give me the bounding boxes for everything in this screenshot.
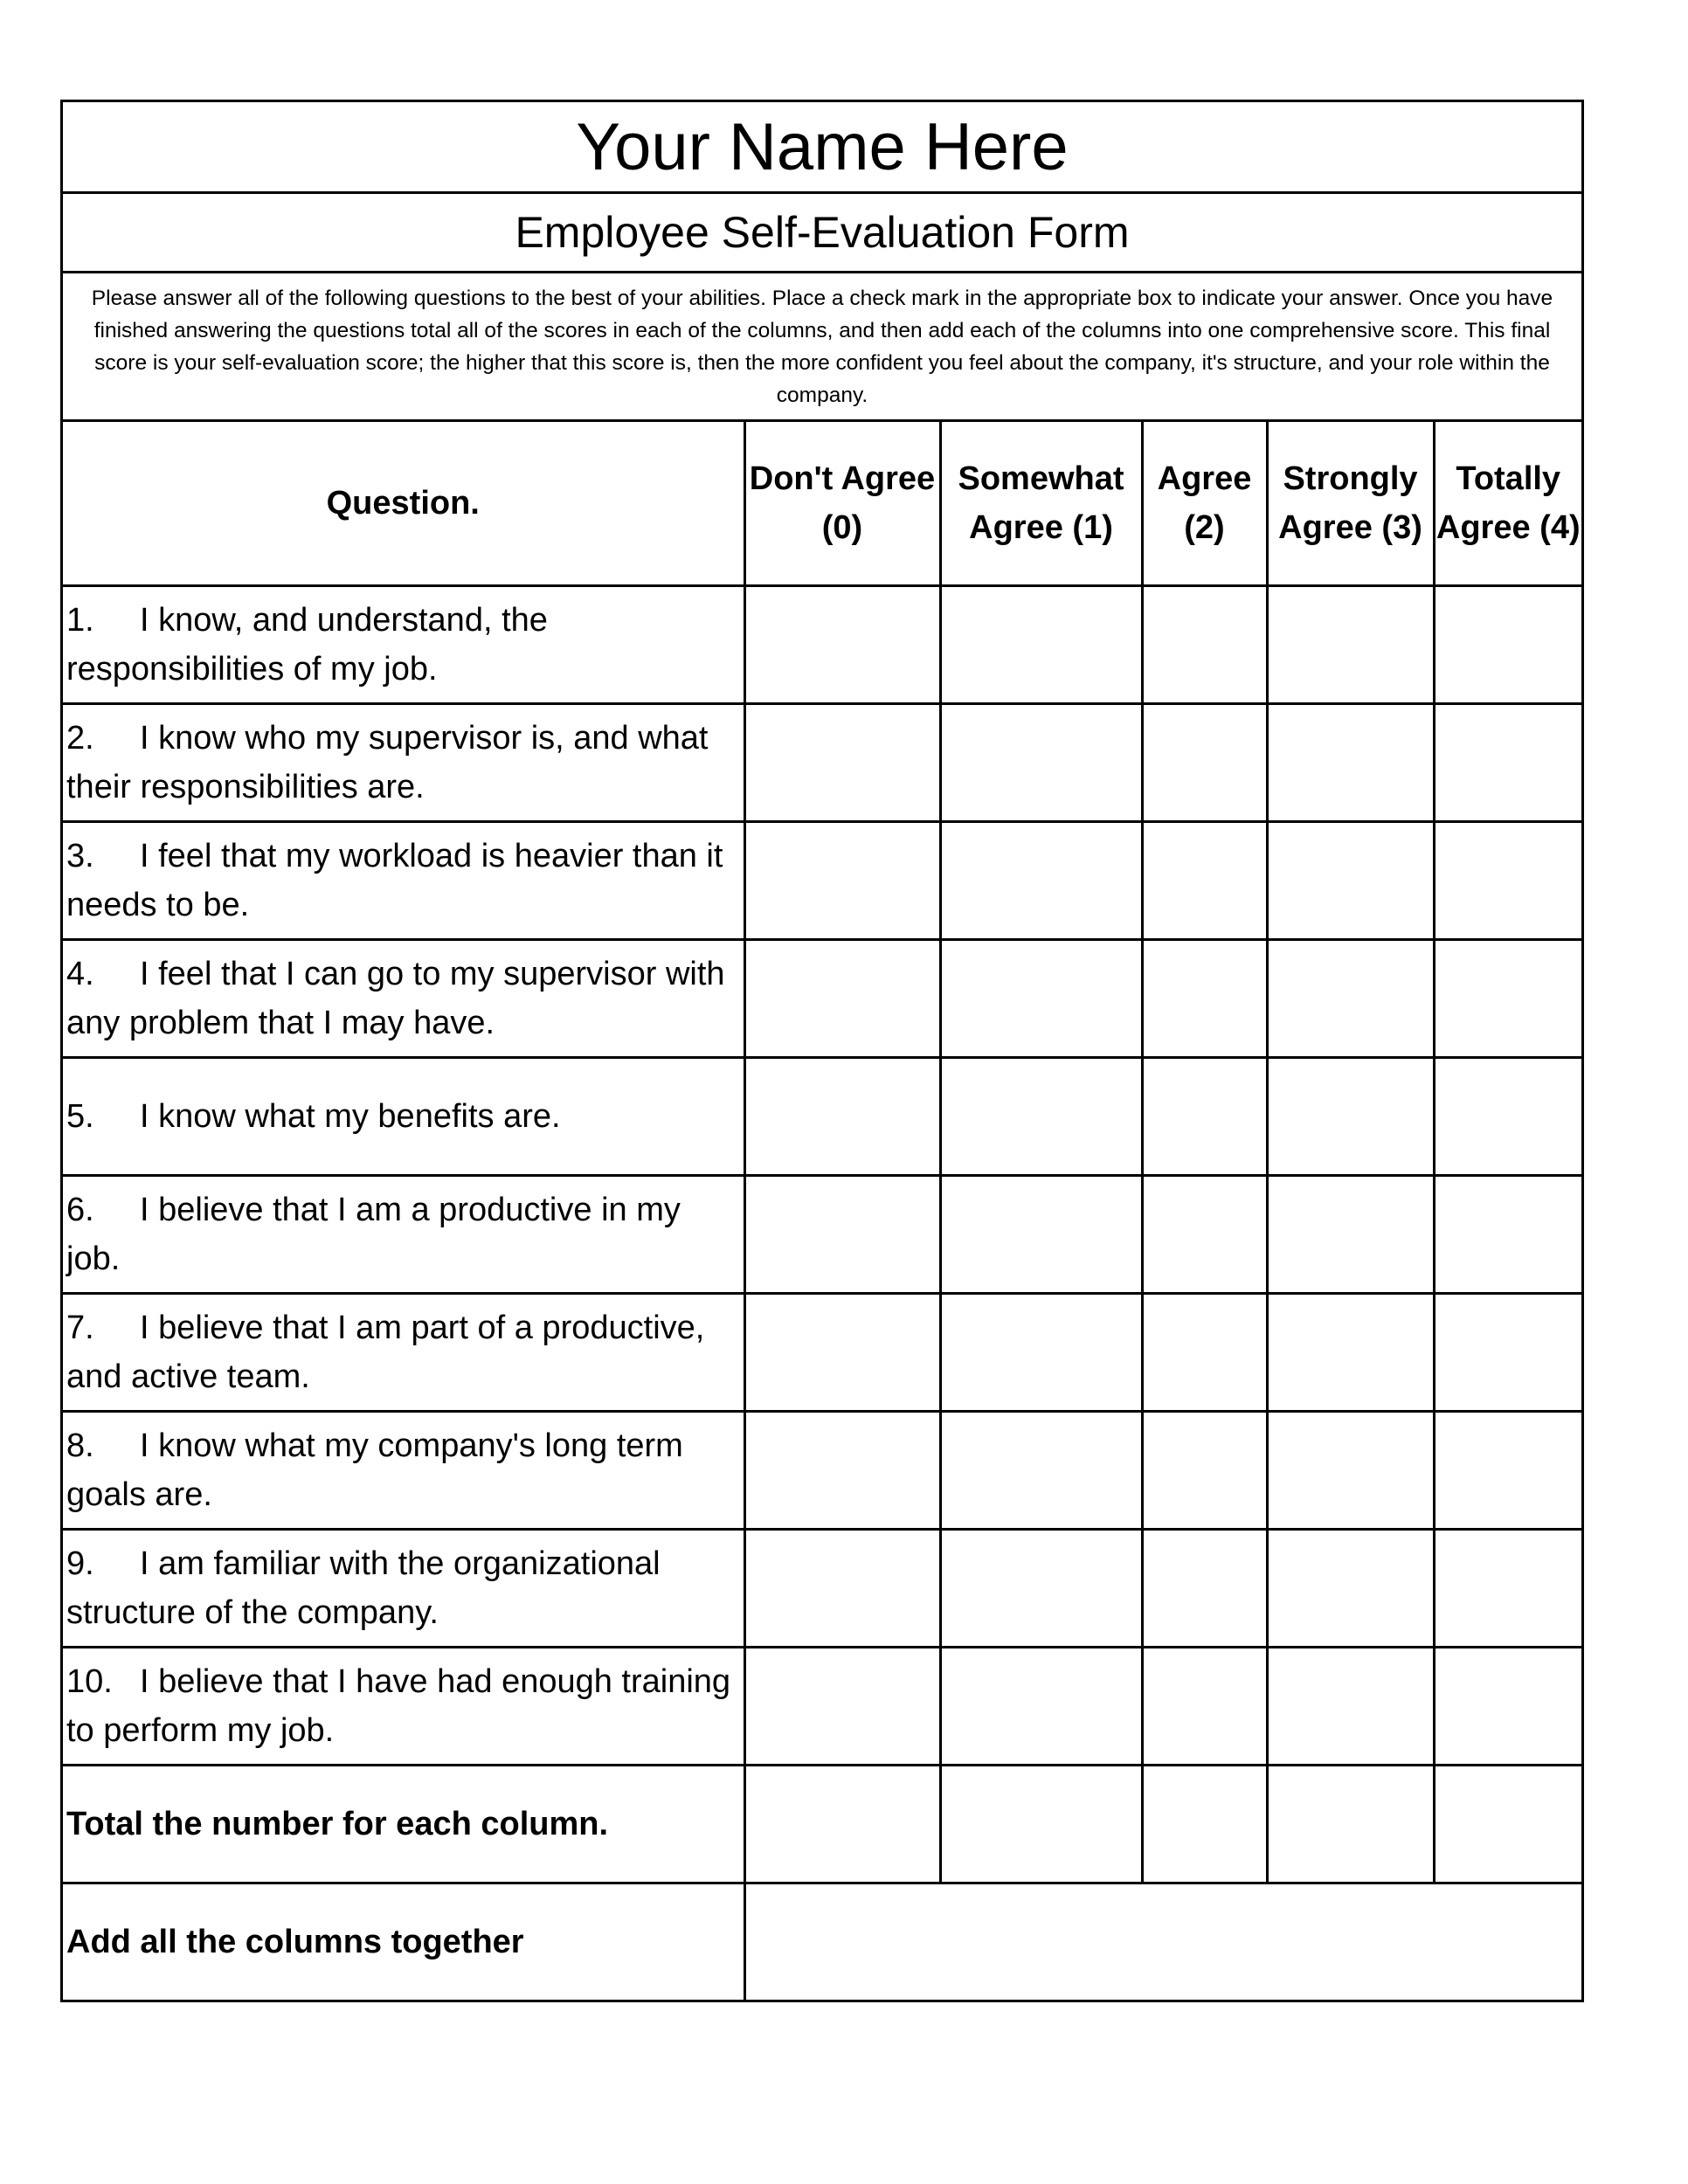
header-somewhat-agree: Somewhat Agree (1) [940,422,1142,586]
answer-box-strongly-agree[interactable] [1267,822,1434,940]
answer-box-strongly-agree[interactable] [1267,1294,1434,1412]
question-label: I feel that I can go to my supervisor with any problem that I may have. [66,956,725,1041]
name-field[interactable]: Your Name Here [63,102,1581,194]
header-row [63,422,1581,586]
answer-box-dont-agree[interactable] [744,940,940,1058]
question-label: I feel that my workload is heavier than it needs to be. [66,838,723,923]
question-label: I know what my benefits are. [140,1098,561,1135]
answer-box-dont-agree[interactable] [744,1412,940,1530]
answer-box-dont-agree[interactable] [744,1530,940,1648]
answer-box-somewhat-agree[interactable] [940,940,1142,1058]
total-cell-strongly-agree[interactable] [1267,1766,1434,1883]
answer-box-strongly-agree[interactable] [1267,1412,1434,1530]
total-row [63,1766,1581,1883]
answer-box-dont-agree[interactable] [744,1176,940,1294]
question-text [63,1294,744,1412]
sum-row-label: Add all the columns together [63,1883,744,2001]
question-text [63,1412,744,1530]
question-label: I know what my company's long term goals are. [66,1427,683,1513]
question-text [63,586,744,704]
answer-box-strongly-agree[interactable] [1267,586,1434,704]
question-text [63,704,744,822]
answer-box-totally-agree[interactable] [1434,822,1581,940]
answer-box-strongly-agree[interactable] [1267,1176,1434,1294]
answer-box-totally-agree[interactable] [1434,1058,1581,1176]
answer-box-totally-agree[interactable] [1434,940,1581,1058]
grand-total-cell[interactable] [744,1883,1581,2001]
answer-box-totally-agree[interactable] [1434,1530,1581,1648]
question-number: 3. [66,838,94,874]
form-title: Employee Self-Evaluation Form [63,194,1581,273]
answer-box-somewhat-agree[interactable] [940,1058,1142,1176]
answer-box-dont-agree[interactable] [744,704,940,822]
header-strongly-agree: Strongly Agree (3) [1267,422,1434,586]
answer-box-strongly-agree[interactable] [1267,1648,1434,1766]
question-row [63,586,1581,704]
evaluation-table [63,422,1581,2000]
total-cell-totally-agree[interactable] [1434,1766,1581,1883]
instructions-text: Please answer all of the following questions to the best of your abilities. Place a check mark in the appropriate box to indicate your answer. Once you have finished answering the questions total all of the scores in each of the columns, and then add each of the columns into one comprehensive score. This final score is your self-evaluation score; the higher that this score is, then the more confident you feel about the company, it's structure, and your role within the company. [63,273,1581,422]
header-agree: Agree (2) [1142,422,1267,586]
question-row [63,940,1581,1058]
header-totally-agree: Totally Agree (4) [1434,422,1581,586]
answer-box-dont-agree[interactable] [744,822,940,940]
answer-box-totally-agree[interactable] [1434,586,1581,704]
question-number: 7. [66,1310,94,1346]
evaluation-form [60,100,1584,2002]
question-row [63,1058,1581,1176]
answer-box-dont-agree[interactable] [744,1058,940,1176]
answer-box-somewhat-agree[interactable] [940,586,1142,704]
question-label: I know who my supervisor is, and what their responsibilities are. [66,720,709,805]
answer-box-strongly-agree[interactable] [1267,1530,1434,1648]
answer-box-strongly-agree[interactable] [1267,704,1434,822]
question-label: I am familiar with the organizational structure of the company. [66,1545,661,1631]
question-row [63,1412,1581,1530]
answer-box-totally-agree[interactable] [1434,1294,1581,1412]
answer-box-somewhat-agree[interactable] [940,704,1142,822]
sum-row [63,1883,1581,2001]
header-question: Question. [63,422,744,586]
question-number: 4. [66,956,94,992]
question-text [63,822,744,940]
answer-box-dont-agree[interactable] [744,1648,940,1766]
question-number: 2. [66,720,94,757]
answer-box-somewhat-agree[interactable] [940,1530,1142,1648]
answer-box-totally-agree[interactable] [1434,1176,1581,1294]
question-label: I believe that I am part of a productive, and active team. [66,1310,705,1395]
question-row [63,1294,1581,1412]
question-number: 6. [66,1192,94,1228]
answer-box-somewhat-agree[interactable] [940,1176,1142,1294]
answer-box-agree[interactable] [1142,1412,1267,1530]
question-label: I believe that I am a productive in my job. [66,1192,681,1277]
total-cell-agree[interactable] [1142,1766,1267,1883]
question-row [63,1648,1581,1766]
total-cell-somewhat-agree[interactable] [940,1766,1142,1883]
answer-box-somewhat-agree[interactable] [940,1294,1142,1412]
question-row [63,822,1581,940]
question-number: 9. [66,1545,94,1582]
answer-box-agree[interactable] [1142,586,1267,704]
answer-box-dont-agree[interactable] [744,586,940,704]
question-number: 5. [66,1098,94,1135]
question-row [63,704,1581,822]
answer-box-agree[interactable] [1142,940,1267,1058]
answer-box-agree[interactable] [1142,1648,1267,1766]
answer-box-agree[interactable] [1142,822,1267,940]
answer-box-somewhat-agree[interactable] [940,822,1142,940]
answer-box-agree[interactable] [1142,1530,1267,1648]
answer-box-somewhat-agree[interactable] [940,1412,1142,1530]
question-number: 1. [66,602,94,639]
answer-box-strongly-agree[interactable] [1267,940,1434,1058]
answer-box-somewhat-agree[interactable] [940,1648,1142,1766]
total-row-label: Total the number for each column. [63,1766,744,1883]
question-text [63,1648,744,1766]
answer-box-totally-agree[interactable] [1434,704,1581,822]
answer-box-agree[interactable] [1142,1058,1267,1176]
answer-box-agree[interactable] [1142,1294,1267,1412]
answer-box-dont-agree[interactable] [744,1294,940,1412]
question-text [63,1058,744,1176]
question-label: I believe that I have had enough training to perform my job. [66,1663,731,1749]
question-row [63,1176,1581,1294]
answer-box-agree[interactable] [1142,704,1267,822]
answer-box-totally-agree[interactable] [1434,1412,1581,1530]
answer-box-strongly-agree[interactable] [1267,1058,1434,1176]
question-row [63,1530,1581,1648]
total-cell-dont-agree[interactable] [744,1766,940,1883]
question-number: 8. [66,1427,94,1464]
header-dont-agree: Don't Agree (0) [744,422,940,586]
answer-box-agree[interactable] [1142,1176,1267,1294]
question-text [63,1530,744,1648]
answer-box-totally-agree[interactable] [1434,1648,1581,1766]
question-text [63,1176,744,1294]
question-text [63,940,744,1058]
question-label: I know, and understand, the responsibilities of my job. [66,602,548,688]
question-number: 10. [66,1663,113,1700]
